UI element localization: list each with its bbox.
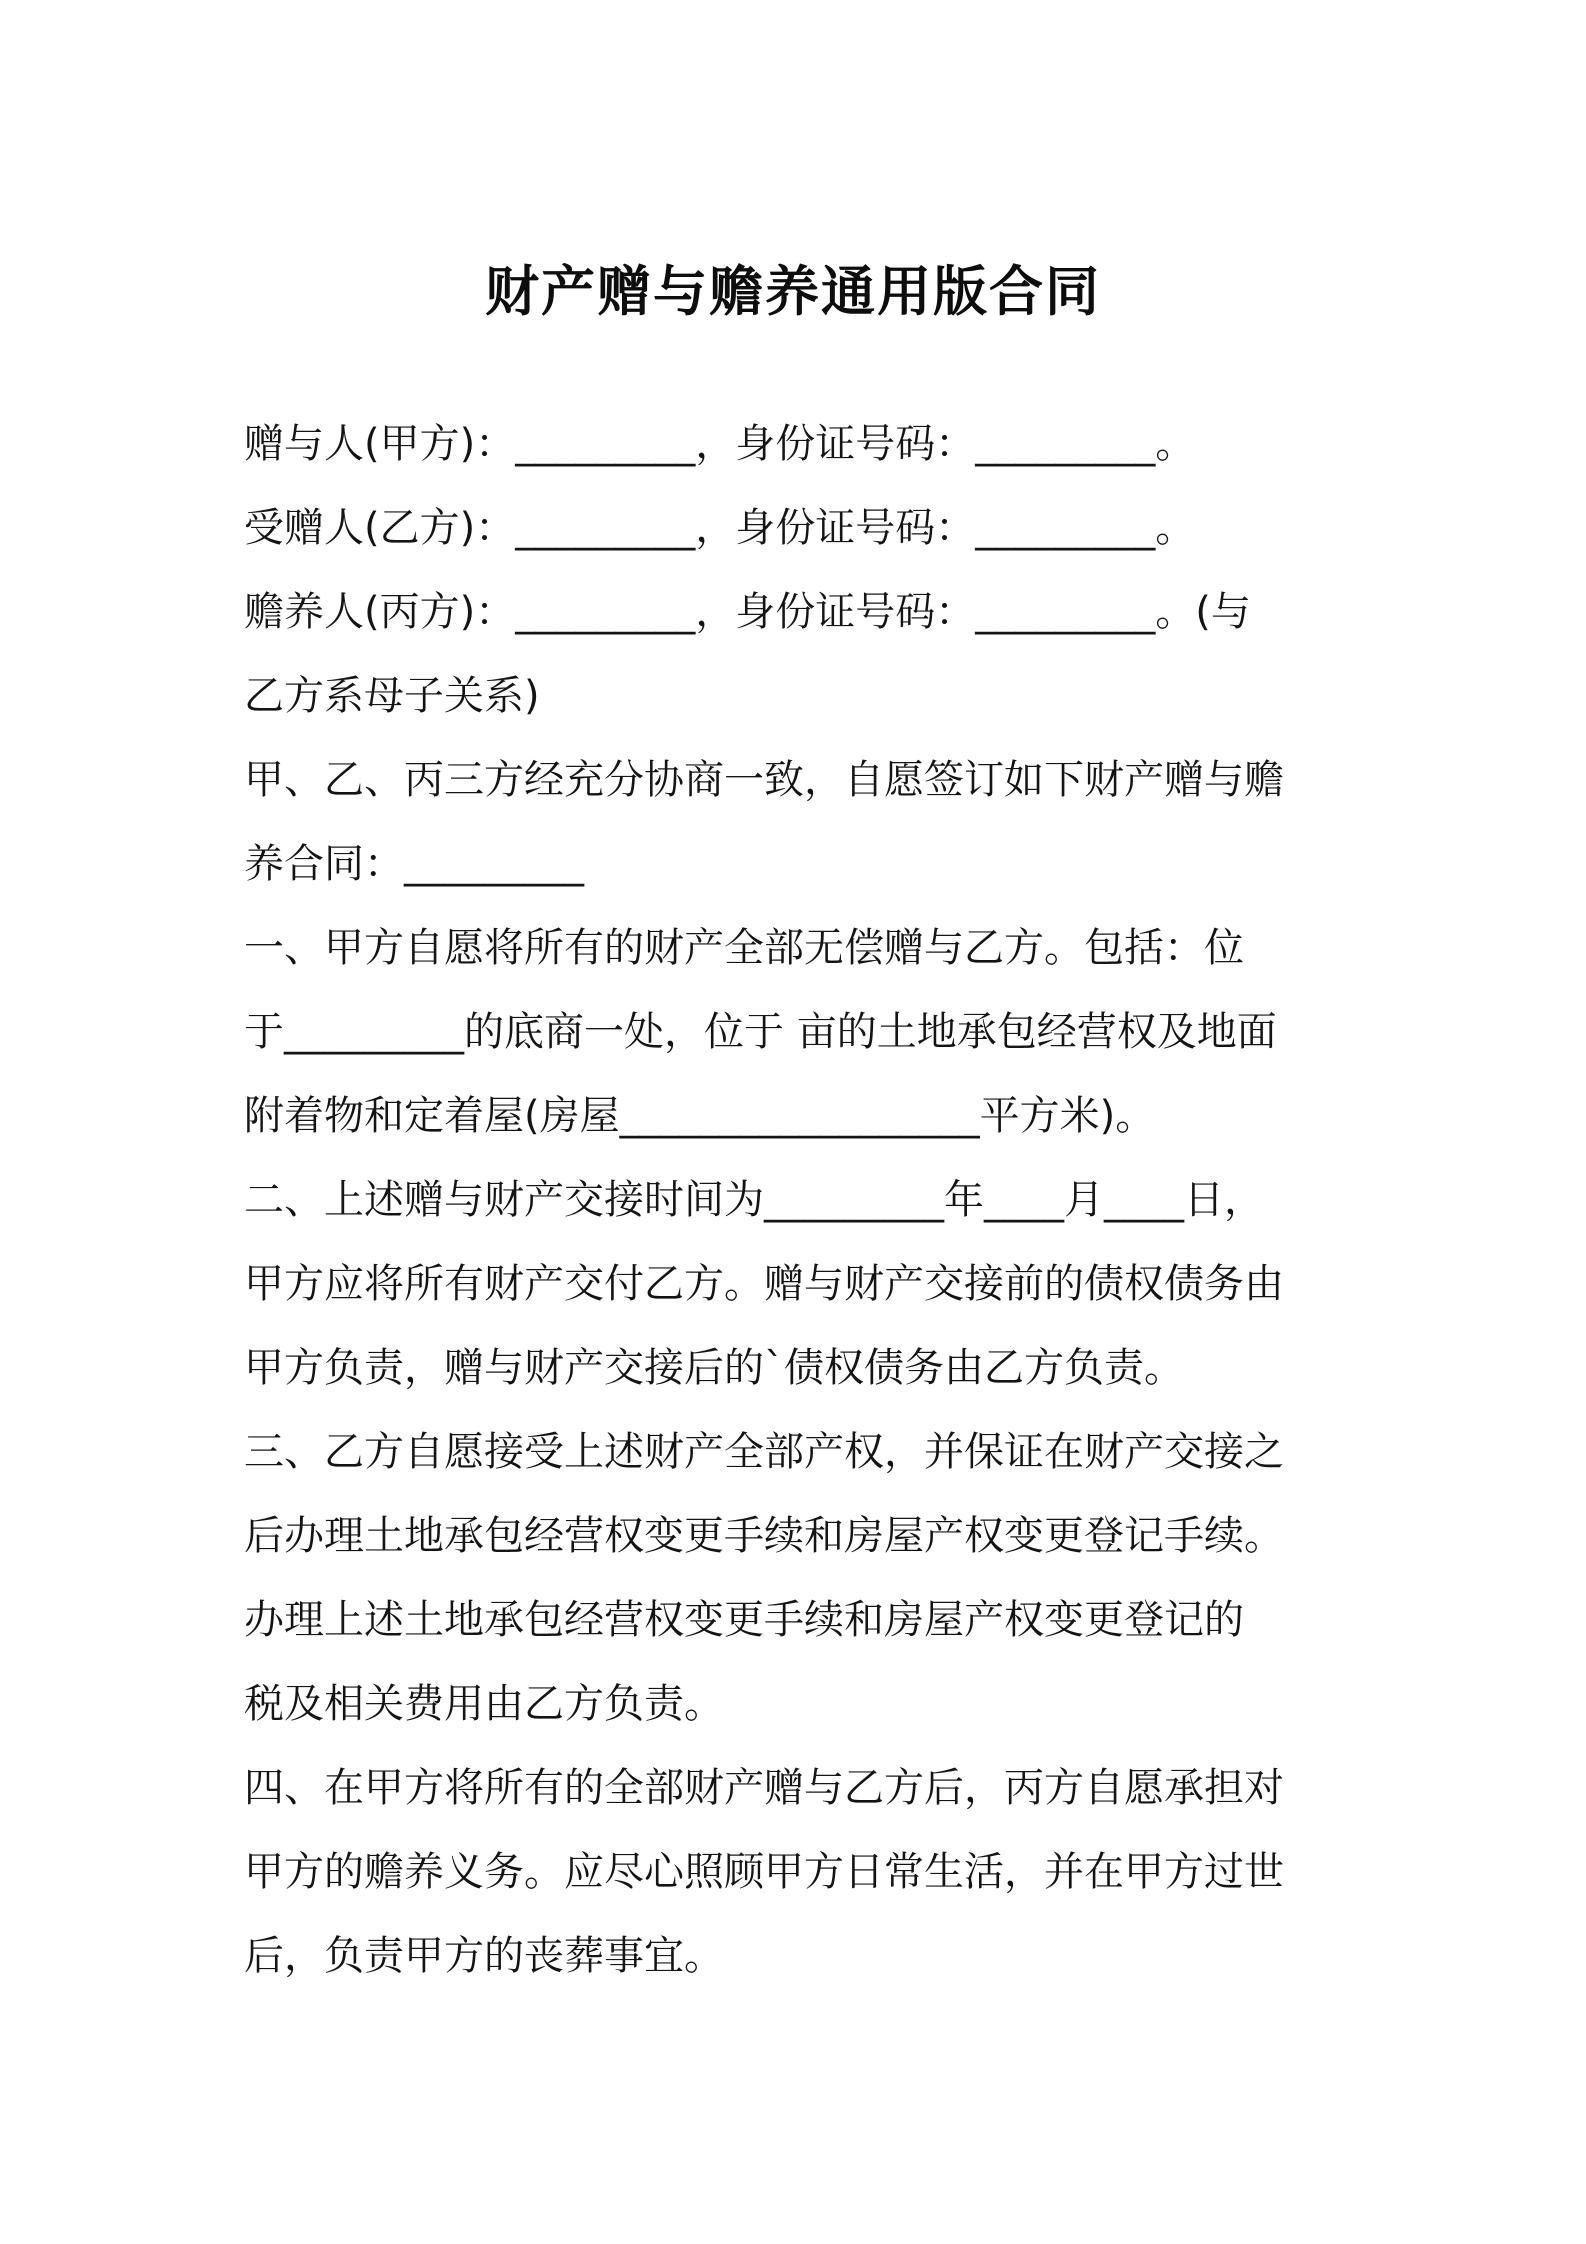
clause-3-line: 税及相关费用由乙方负责。 — [244, 1681, 724, 1727]
preamble-line: 养合同：_________ — [244, 841, 584, 887]
preamble-line: 甲、乙、丙三方经充分协商一致，自愿签订如下财产赠与赡 — [244, 757, 1284, 803]
clause-3-line: 三、乙方自愿接受上述财产全部产权，并保证在财产交接之 — [244, 1429, 1284, 1475]
clause-2-line: 二、上述赠与财产交接时间为_________年____月____日， — [244, 1177, 1264, 1223]
clause-2-line: 甲方应将所有财产交付乙方。赠与财产交接前的债权债务由 — [244, 1261, 1284, 1307]
clause-3-line: 办理上述土地承包经营权变更手续和房屋产权变更登记的 — [244, 1597, 1244, 1643]
clause-1-line: 于_________的底商一处，位于 亩的土地承包经营权及地面 — [244, 1009, 1277, 1055]
party-a-line: 赠与人(甲方)：_________，身份证号码：_________。 — [244, 421, 1196, 467]
clause-2-line: 甲方负责，赠与财产交接后的`债权债务由乙方负责。 — [244, 1345, 1184, 1391]
party-b-line: 受赠人(乙方)：_________，身份证号码：_________。 — [244, 505, 1196, 551]
document-title: 财产赠与赡养通用版合同 — [485, 260, 1101, 323]
document-body — [244, 402, 1354, 1998]
party-c-line: 赡养人(丙方)：_________，身份证号码：_________。(与 — [244, 589, 1251, 635]
clause-1-line: 附着物和定着屋(房屋__________________平方米)。 — [244, 1093, 1156, 1139]
clause-3-line: 后办理土地承包经营权变更手续和房屋产权变更登记手续。 — [244, 1513, 1284, 1559]
clause-4-line: 四、在甲方将所有的全部财产赠与乙方后，丙方自愿承担对 — [244, 1765, 1284, 1811]
clause-1-line: 一、甲方自愿将所有的财产全部无偿赠与乙方。包括：位 — [244, 925, 1244, 971]
party-c-relation-line: 乙方系母子关系) — [244, 673, 540, 719]
clause-4-line: 后，负责甲方的丧葬事宜。 — [244, 1933, 724, 1979]
clause-4-line: 甲方的赡养义务。应尽心照顾甲方日常生活，并在甲方过世 — [244, 1849, 1284, 1895]
